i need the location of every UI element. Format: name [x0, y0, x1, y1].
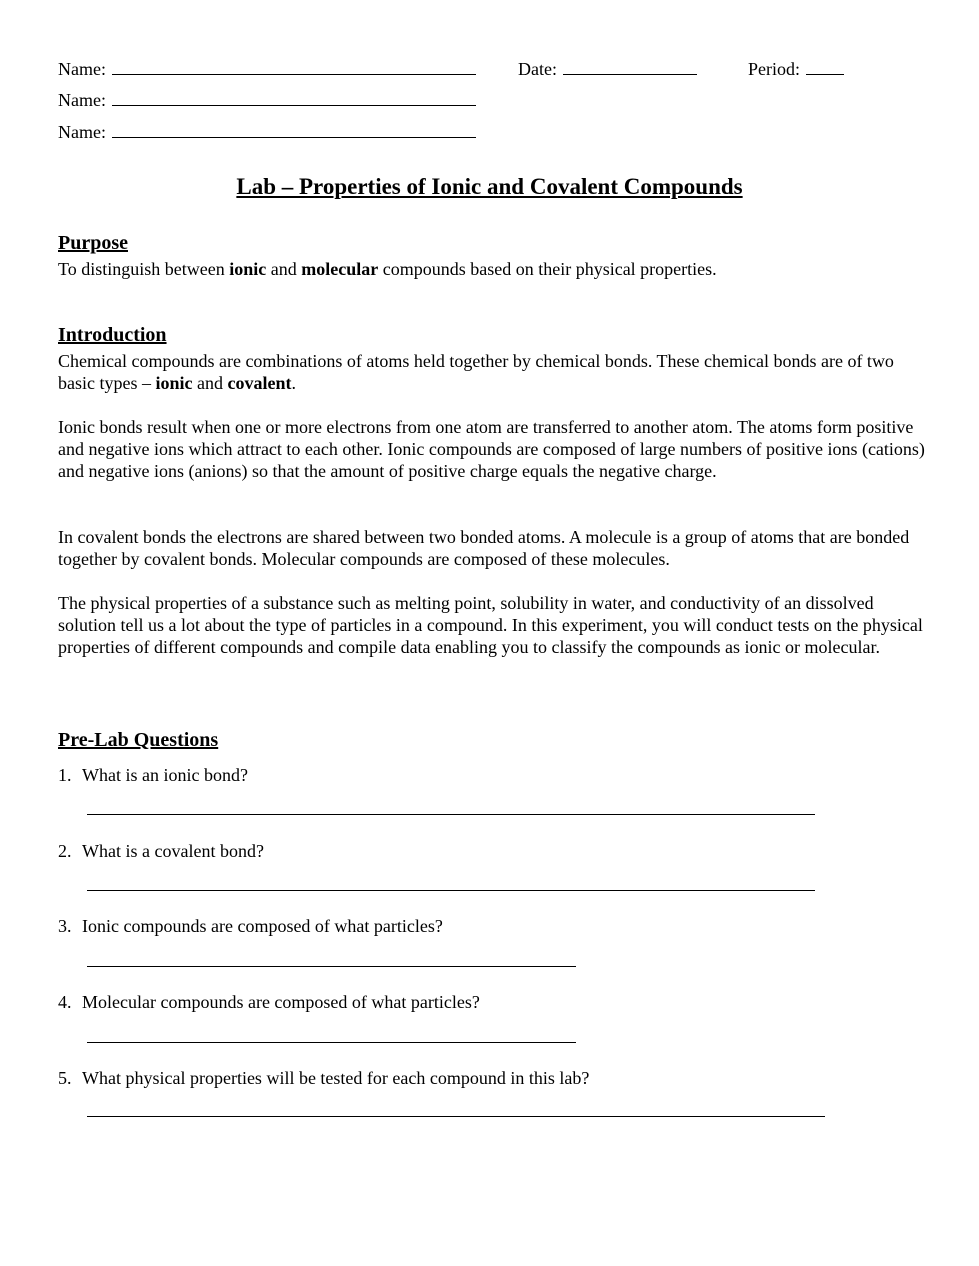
question-number: 5.: [58, 1068, 72, 1088]
question-1: [58, 764, 248, 786]
name-blank[interactable]: [112, 58, 476, 75]
question-text: What is a covalent bond?: [82, 841, 264, 861]
question-text: What physical properties will be tested for each compound in this lab?: [82, 1068, 590, 1088]
question-2: [58, 840, 264, 862]
question-number: 4.: [58, 992, 72, 1012]
answer-line-2[interactable]: [87, 889, 815, 891]
question-number: 3.: [58, 916, 72, 936]
question-4: [58, 991, 480, 1013]
intro-paragraph-1: [58, 350, 926, 394]
name-blank[interactable]: [112, 121, 476, 138]
purpose-text: [58, 258, 926, 280]
name-field-2[interactable]: [58, 89, 476, 111]
page-title: Lab – Properties of Ionic and Covalent Compounds: [236, 174, 743, 199]
intro-text-part: .: [291, 373, 296, 393]
purpose-bold-ionic: ionic: [229, 259, 267, 279]
intro-paragraph-2: Ionic bonds result when one or more electrons from one atom are transferred to another atom. The atoms form positive and negative ions which attract to each other. Ionic compounds are composed of large numbers of positive ions (cations) and negative ions (anions) so that the amount of positive charge equals the negative charge.: [58, 417, 925, 481]
period-label: Period:: [748, 59, 800, 79]
period-field[interactable]: [748, 58, 844, 80]
intro-paragraph-4: The physical properties of a substance such as melting point, solubility in water, and conductivity of an dissolved solution tell us a lot about the type of particles in a compound. In this experiment, you will conduct tests on the physical properties of different compounds and compile data enabling you to classify the compounds as ionic or molecular.: [58, 593, 923, 657]
purpose-text-part: compounds based on their physical properties.: [378, 259, 717, 279]
purpose-heading: Purpose: [58, 232, 128, 254]
question-3: [58, 915, 443, 937]
purpose-bold-molecular: molecular: [301, 259, 379, 279]
question-number: 2.: [58, 841, 72, 861]
intro-text-part: and: [192, 373, 228, 393]
answer-line-1[interactable]: [87, 813, 815, 815]
question-text: What is an ionic bond?: [82, 765, 248, 785]
name-blank[interactable]: [112, 89, 476, 106]
period-blank[interactable]: [806, 58, 844, 75]
intro-bold-covalent: covalent: [227, 373, 292, 393]
name-field-3[interactable]: [58, 121, 476, 143]
question-5: [58, 1067, 589, 1089]
date-field[interactable]: [518, 58, 697, 80]
intro-bold-ionic: ionic: [155, 373, 193, 393]
question-text: Ionic compounds are composed of what particles?: [82, 916, 443, 936]
name-label: Name:: [58, 59, 106, 79]
date-blank[interactable]: [563, 58, 697, 75]
question-number: 1.: [58, 765, 72, 785]
name-field-1[interactable]: [58, 58, 476, 80]
question-text: Molecular compounds are composed of what particles?: [82, 992, 480, 1012]
purpose-text-part: and: [266, 259, 302, 279]
answer-line-4[interactable]: [87, 1041, 576, 1043]
date-label: Date:: [518, 59, 557, 79]
purpose-text-part: To distinguish between: [58, 259, 230, 279]
prelab-heading: Pre-Lab Questions: [58, 729, 219, 751]
name-label: Name:: [58, 90, 106, 110]
introduction-heading: Introduction: [58, 324, 167, 346]
intro-paragraph-3: In covalent bonds the electrons are shared between two bonded atoms. A molecule is a group of atoms that are bonded together by covalent bonds. Molecular compounds are composed of these molecules.: [58, 527, 910, 569]
answer-line-3[interactable]: [87, 965, 576, 967]
name-label: Name:: [58, 122, 106, 142]
answer-line-5[interactable]: [87, 1115, 825, 1117]
intro-text-part: Chemical compounds are combinations of atoms held together by chemical bonds. These chemical bonds are of two basic types –: [58, 351, 894, 393]
